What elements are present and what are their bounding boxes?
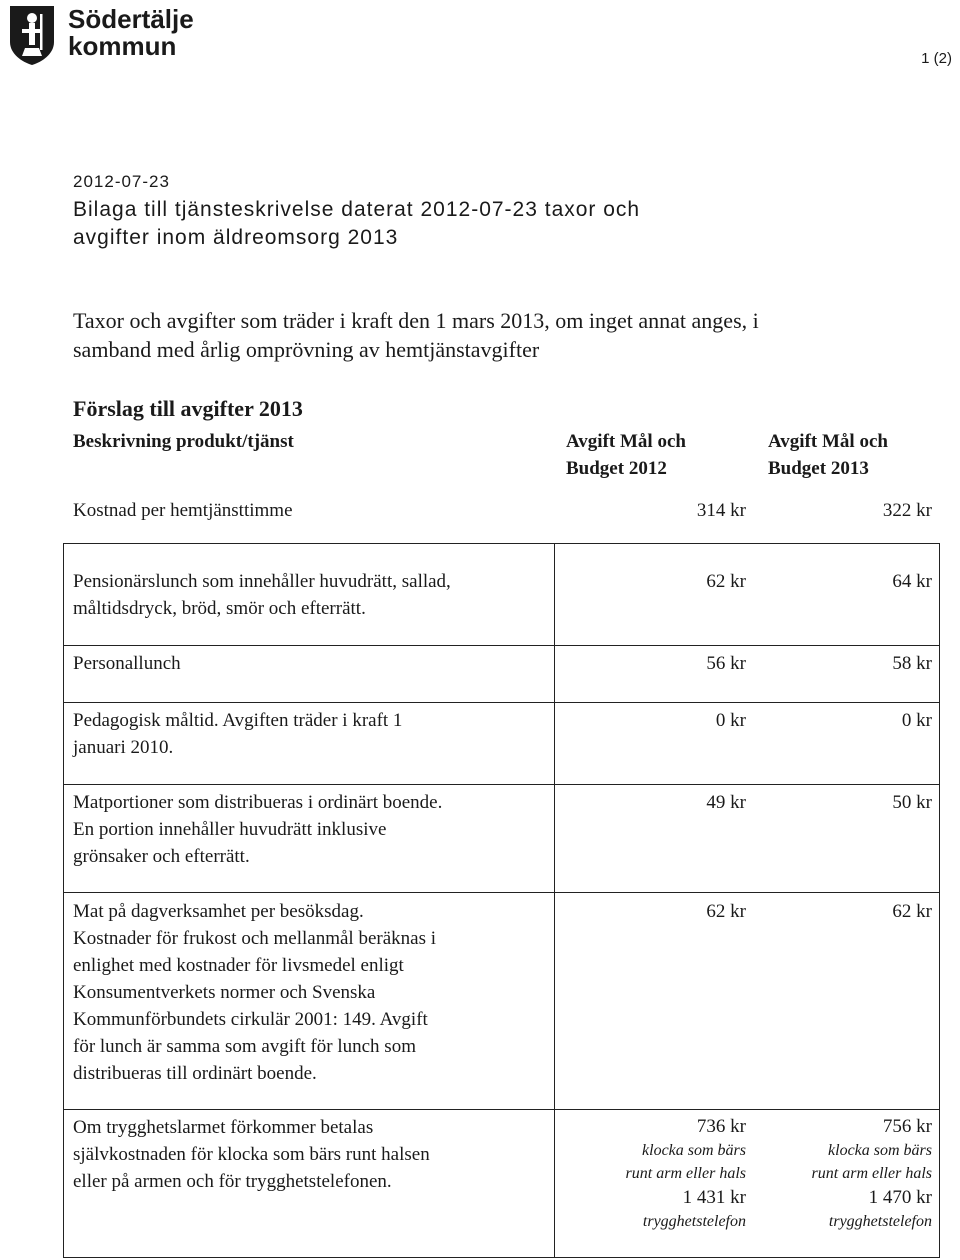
- table-row-description: [73, 568, 553, 622]
- table-cell-2013: 50 kr: [892, 792, 932, 813]
- description-line: grönsaker och efterrätt.: [73, 846, 250, 867]
- table-row-description: Kostnad per hemtjänsttimme: [73, 500, 293, 521]
- clock-note: klocka som bärs: [828, 1142, 932, 1159]
- phone-price: 1 470 kr: [868, 1187, 932, 1208]
- table-cell-2012: [566, 1114, 746, 1233]
- description-line: enlighet med kostnader för livsmedel enligt: [73, 955, 404, 976]
- description-line: måltidsdryck, bröd, smör och efterrätt.: [73, 598, 366, 619]
- table-row-description: [73, 1114, 553, 1195]
- clock-note: runt arm eller hals: [811, 1165, 932, 1182]
- table-right-border: [939, 543, 940, 1258]
- table-cell-2013: [752, 1114, 932, 1233]
- description-line: En portion innehåller huvudrätt inklusive: [73, 819, 387, 840]
- table-row-description: [73, 707, 553, 761]
- table-cell-2013: 62 kr: [892, 901, 932, 922]
- table-cell-2012: 56 kr: [706, 653, 746, 674]
- table-row-divider: [63, 702, 940, 703]
- description-line: januari 2010.: [73, 737, 174, 758]
- intro-line-1: Taxor och avgifter som träder i kraft den 1 mars 2013, om inget annat anges, i: [73, 308, 759, 333]
- description-line: Mat på dagverksamhet per besöksdag.: [73, 901, 364, 922]
- phone-note: trygghetstelefon: [828, 1213, 932, 1230]
- column-header-2012-line-1: Avgift Mål och: [566, 431, 686, 452]
- description-line: distribueras till ordinärt boende.: [73, 1063, 317, 1084]
- table-row-divider: [63, 645, 940, 646]
- table-bottom-border: [63, 1257, 940, 1258]
- logo-line-1: Södertälje: [68, 4, 194, 34]
- municipality-logo: [8, 4, 194, 68]
- table-cell-2012: 49 kr: [706, 792, 746, 813]
- logo-line-2: kommun: [68, 31, 177, 61]
- clock-note: runt arm eller hals: [625, 1165, 746, 1182]
- table-row-description: Personallunch: [73, 653, 181, 674]
- coat-of-arms-icon: [8, 4, 56, 66]
- intro-line-2: samband med årlig omprövning av hemtjänstavgifter: [73, 337, 540, 362]
- table-column-divider: [554, 543, 555, 1258]
- table-cell-2012: 314 kr: [696, 500, 746, 521]
- table-cell-2012: 62 kr: [706, 901, 746, 922]
- intro-paragraph: [73, 306, 943, 364]
- document-title-line-2: avgifter inom äldreomsorg 2013: [73, 226, 399, 249]
- table-row-divider: [63, 1109, 940, 1110]
- table-cell-2013: 0 kr: [901, 710, 932, 731]
- phone-price: 1 431 kr: [682, 1187, 746, 1208]
- table-cell-2012: 0 kr: [715, 710, 746, 731]
- table-cell-2012: 62 kr: [706, 571, 746, 592]
- column-header-2013-line-1: Avgift Mål och: [768, 431, 888, 452]
- table-cell-2013: 322 kr: [882, 500, 932, 521]
- logo-text: [68, 6, 194, 60]
- description-line: Kostnader för frukost och mellanmål beräknas i: [73, 928, 436, 949]
- table-row-divider: [63, 543, 940, 544]
- document-title-line-1: Bilaga till tjänsteskrivelse daterat 2012-07-23 taxor och: [73, 198, 641, 221]
- table-heading: Förslag till avgifter 2013: [73, 396, 303, 421]
- phone-note: trygghetstelefon: [642, 1213, 746, 1230]
- description-line: Pensionärslunch som innehåller huvudrätt, sallad,: [73, 571, 451, 592]
- description-line: självkostnaden för klocka som bärs runt halsen: [73, 1144, 430, 1165]
- description-line: Pedagogisk måltid. Avgiften träder i kraft 1: [73, 710, 403, 731]
- column-header-2012: [566, 428, 686, 482]
- table-left-border: [63, 543, 64, 1258]
- table-row-description: [73, 789, 553, 870]
- table-row-description: [73, 898, 553, 1087]
- description-line: för lunch är samma som avgift för lunch som: [73, 1036, 416, 1057]
- description-line: eller på armen och för trygghetstelefonen.: [73, 1171, 392, 1192]
- page-number: 1 (2): [921, 50, 952, 67]
- column-header-description: Beskrivning produkt/tjänst: [73, 431, 294, 452]
- table-cell-2013: 64 kr: [892, 571, 932, 592]
- table-row-divider: [63, 892, 940, 893]
- description-line: Kommunförbundets cirkulär 2001: 149. Avgift: [73, 1009, 428, 1030]
- column-header-2012-line-2: Budget 2012: [566, 458, 667, 479]
- table-cell-2013: 58 kr: [892, 653, 932, 674]
- table-row-divider: [63, 784, 940, 785]
- column-header-2013: [768, 428, 888, 482]
- document-title: [73, 196, 793, 252]
- column-header-2013-line-2: Budget 2013: [768, 458, 869, 479]
- clock-note: klocka som bärs: [642, 1142, 746, 1159]
- description-line: Matportioner som distribueras i ordinärt boende.: [73, 792, 443, 813]
- description-line: Om trygghetslarmet förkommer betalas: [73, 1117, 374, 1138]
- document-date: 2012-07-23: [73, 172, 170, 191]
- description-line: Konsumentverkets normer och Svenska: [73, 982, 376, 1003]
- clock-price: 756 kr: [882, 1116, 932, 1137]
- clock-price: 736 kr: [696, 1116, 746, 1137]
